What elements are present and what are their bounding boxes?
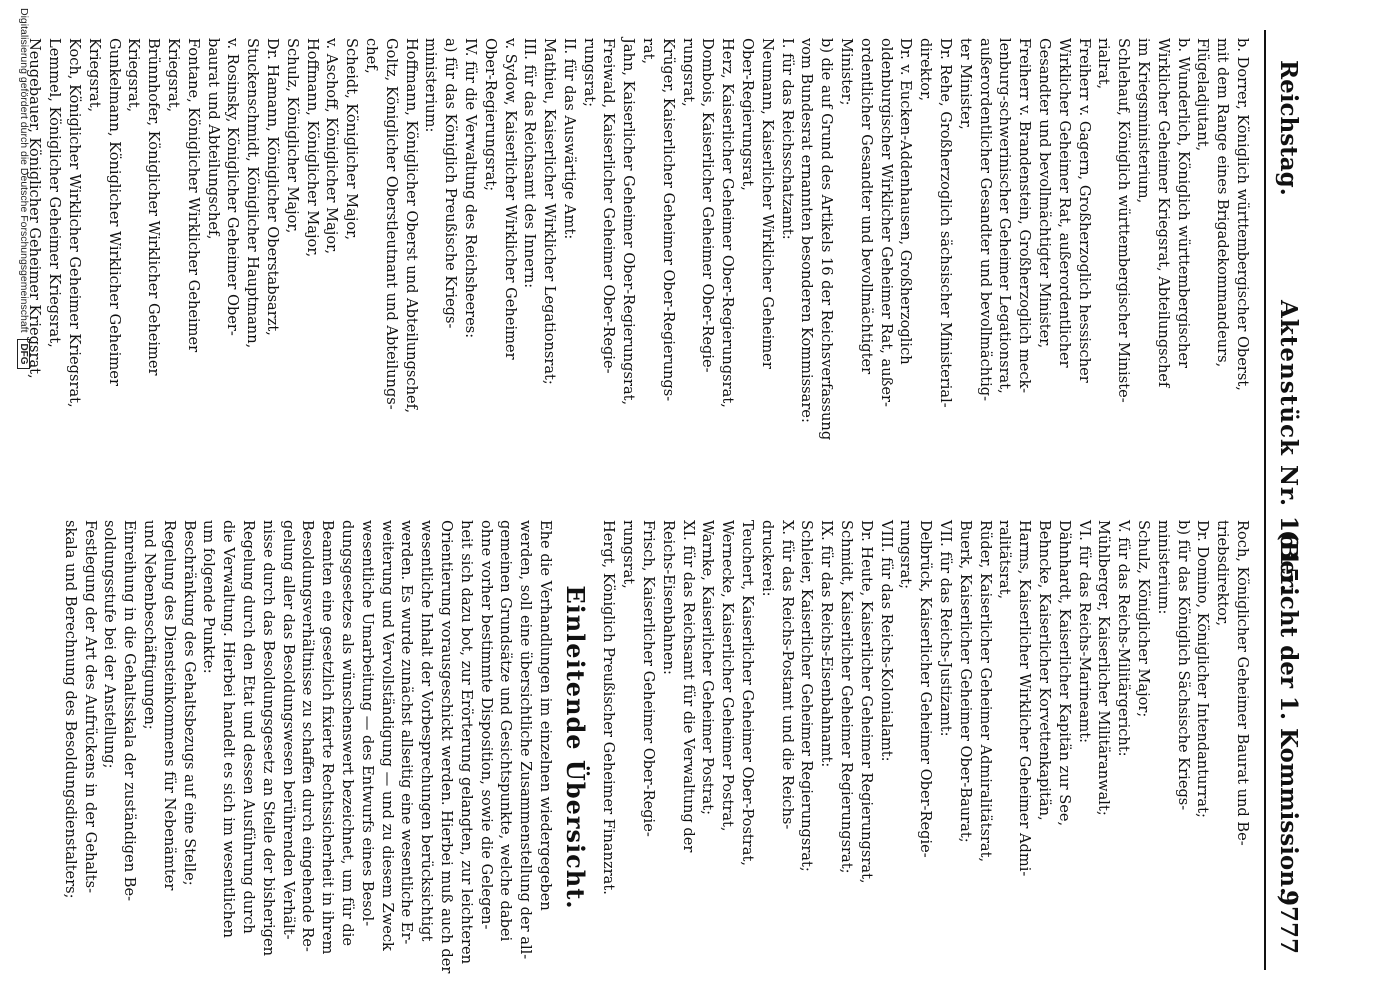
text-line: rungsrat, xyxy=(679,38,697,107)
text-line: Mühlberger, Kaiserlicher Militäranwalt; xyxy=(1095,520,1113,816)
page-number: 9777 xyxy=(1275,889,1302,954)
text-line: Ober-Regierungsrat, xyxy=(739,38,757,191)
text-line: triebsdirektor, xyxy=(1214,520,1232,627)
text-line: wesentliche Inhalt der Vorbesprechungen berücksichtigt xyxy=(418,520,436,942)
text-line: und Nebenbeschäftigungen; xyxy=(140,520,158,730)
text-line: v. Rosinsky, Königlicher Geheimer Ober- xyxy=(224,38,242,336)
text-line: rat, xyxy=(640,38,658,65)
text-line: a) für das Königlich Preußische Kriegs- xyxy=(442,38,460,329)
text-line: werden. Es wurde zunächst allseitig eine wesentliche Er- xyxy=(398,520,416,945)
text-line: Wirklicher Geheimer Kriegsrat, Abteilungschef xyxy=(1154,38,1172,388)
text-line: v. Sydow, Kaiserlicher Wirklicher Geheimer xyxy=(501,38,519,360)
text-line: rialrat, xyxy=(1095,38,1113,90)
text-line: Ober-Regierungsrat; xyxy=(481,38,499,192)
text-line: Behncke, Kaiserlicher Korvettenkapitän, xyxy=(1036,520,1054,821)
header-reichstag: Reichstag. xyxy=(1275,60,1302,196)
text-line: v. Aschoff, Königlicher Major, xyxy=(323,38,341,255)
text-line: Schmidt, Kaiserlicher Geheimer Regierungsrat; xyxy=(838,520,856,874)
text-line: mit dem Range eines Brigadekommandeurs, xyxy=(1214,38,1232,368)
text-line: XI. für das Reichsamt für die Verwaltung der xyxy=(679,520,697,853)
text-line: Dr. Heute, Kaiserlicher Geheimer Regierungsrat, xyxy=(857,520,875,884)
text-line: gelung aller das Besoldungswesen berührenden Verhält- xyxy=(279,520,297,940)
text-line: Einreihung in die Gehaltsskala der zuständigen Be- xyxy=(121,520,139,902)
text-line: Dr. Rehe, Großherzoglich sächsischer Ministerial- xyxy=(937,38,955,408)
text-line: ter Minister, xyxy=(956,38,974,130)
text-line: Schleier, Kaiserlicher Geheimer Regierungsrat; xyxy=(798,520,816,872)
text-line: Beschränkung des Gehaltsbezugs auf eine Stelle; xyxy=(180,520,198,886)
text-line: Flügeladjutant, xyxy=(1194,38,1212,152)
text-line: um folgende Punkte: xyxy=(200,520,218,674)
text-line: b) für das Königlich Sächsische Kriegs- xyxy=(1174,520,1192,811)
intro-paragraph xyxy=(60,520,555,975)
text-line: VII. für das Reichs-Justizamt: xyxy=(937,520,955,737)
text-line: b. Dorrer, Königlich württembergischer Oberst, xyxy=(1234,38,1251,391)
text-line: Buerk, Kaiserlicher Geheimer Ober-Baurat; xyxy=(956,520,974,843)
text-line: Kriegsrat, xyxy=(125,38,143,113)
text-line: Hoffmann, Königlicher Major, xyxy=(303,38,321,258)
text-line: Delbrück, Kaiserlicher Geheimer Ober-Regie- xyxy=(917,520,935,858)
text-line: ministerium: xyxy=(422,38,440,133)
text-line: druckerei: xyxy=(758,520,776,597)
text-line: Ehe die Verhandlungen im einzelnen wiedergegeben xyxy=(536,520,554,911)
text-line: b. Wunderlich, Königlich württembergischer xyxy=(1174,38,1192,368)
text-line: gemeinen Grundsätze und Gesichtspunkte, welche dabei xyxy=(497,520,515,942)
section-heading: Einleitende Übersicht. xyxy=(560,585,590,910)
page-header xyxy=(1264,30,1306,970)
text-line: Neumann, Kaiserlicher Wirklicher Geheimer xyxy=(758,38,776,369)
text-line: Goltz, Königlicher Oberstleutnant und Abteilungs- xyxy=(382,38,400,410)
text-line: Regelung durch den Etat und dessen Ausführung durch xyxy=(239,520,257,934)
text-line: Dr. v. Eucken-Addenhausen, Großherzoglich xyxy=(897,38,915,365)
text-line: soldungsstufe bei der Anstellung; xyxy=(101,520,119,769)
text-line: chef, xyxy=(362,38,380,74)
text-line: Hoffmann, Königlicher Oberst und Abteilungschef, xyxy=(402,38,420,414)
text-line: ministerium: xyxy=(1154,520,1172,615)
text-line: Kriegsrat, xyxy=(85,38,103,113)
left-column xyxy=(25,38,1252,493)
text-line: Dähnhardt, Kaiserlicher Kapitän zur See, xyxy=(1055,520,1073,827)
text-line: Rüder, Kaiserlicher Geheimer Admiralitätsrat, xyxy=(976,520,994,863)
text-line: Dr. Hamann, Königlicher Oberstabsarzt, xyxy=(263,38,281,336)
text-line: Lemmel, Königlicher Geheimer Kriegsrat, xyxy=(46,38,64,348)
text-line: Schlehauf, Königlich württembergischer Ministe- xyxy=(1115,38,1133,403)
text-line: III. für das Reichsamt des Innern: xyxy=(521,38,539,289)
text-line: wesentliche Umarbeitung — des Entwurfs eines Besol- xyxy=(358,520,376,927)
text-line: Stuckenschmidt, Königlicher Hauptmann, xyxy=(244,38,262,349)
text-line: Teuchert, Kaiserlicher Geheimer Ober-Postrat, xyxy=(739,520,757,866)
text-line: die Verwaltung. Hierbei handelt es sich im wesentlichen xyxy=(220,520,238,938)
text-line: rungsrat, xyxy=(620,520,638,589)
text-line: Beamten eine gesetzlich fixierte Rechtssicherheit in ihrem xyxy=(319,520,337,955)
text-line: weiterung und Vervollständigung — und zu diesem Zweck xyxy=(378,520,396,951)
text-line: werden, soll eine übersichtliche Zusammenstellung der all- xyxy=(517,520,535,960)
text-line: Freiherr v. Brandenstein, Großherzoglich meck- xyxy=(1016,38,1034,394)
text-line: Mathieu, Kaiserlicher Wirklicher Legationsrat; xyxy=(541,38,559,385)
text-line: Kriegsrat, xyxy=(164,38,182,113)
text-line: Gunkelmann, Königlicher Wirklicher Geheimer xyxy=(105,38,123,386)
text-line: ordentlicher Gesandter und bevollmächtigter xyxy=(857,38,875,375)
text-line: Dombois, Kaiserlicher Geheimer Ober-Regie- xyxy=(699,38,717,373)
text-line: Freiwald, Kaiserlicher Geheimer Ober-Regie- xyxy=(600,38,618,374)
header-aktenstueck: Aktenstück Nr. 1615. xyxy=(1275,300,1302,594)
dfg-logo: DFG xyxy=(17,339,30,368)
text-line: heit sich dazu bot, zur Erörterung gelangten, zur leichteren xyxy=(457,520,475,964)
text-line: VIII. für das Reichs-Kolonialamt: xyxy=(877,520,895,762)
text-line: ralitätsrat, xyxy=(996,520,1014,600)
text-line: Fontane, Königlicher Wirklicher Geheimer xyxy=(184,38,202,353)
text-line: skala und Berechnung des Besoldungsdienstalters; xyxy=(61,520,79,899)
text-line: Orientierung vorausgeschickt werden. Hierbei muß auch der xyxy=(437,520,455,974)
footer-text: Digitalisierung gefördert durch die Deutsche Forschungsgemeinschaft xyxy=(18,8,30,333)
text-line: Brünnhofer, Königlicher Wirklicher Geheimer xyxy=(145,38,163,376)
text-line: Roch, Königlicher Geheimer Baurat und Be- xyxy=(1234,520,1251,846)
text-line: Warnke, Kaiserlicher Geheimer Postrat; xyxy=(699,520,717,816)
text-line: Dr. Domino, Königlicher Intendanturrat; xyxy=(1194,520,1212,818)
text-line: II. für das Auswärtige Amt: xyxy=(560,38,578,240)
right-column-list xyxy=(599,520,1252,975)
text-line: Regelung des Diensteinkommens für Nebenämter xyxy=(160,520,178,891)
text-line: dungsgesetzes als wünschenswert bezeichnet, um für die xyxy=(338,520,356,947)
text-line: rungsrat; xyxy=(897,520,915,590)
text-line: außerordentlicher Gesandter und bevollmächtig- xyxy=(976,38,994,402)
text-line: Besoldungsverhältnisse zu schaffen durch eingehende Re- xyxy=(299,520,317,952)
text-line: ohne vorher bestimmte Disposition, sowie die Gelegen- xyxy=(477,520,495,930)
text-line: V. für das Reichs-Militärgericht: xyxy=(1115,520,1133,757)
text-line: X. für das Reichs-Postamt und die Reichs- xyxy=(778,520,796,830)
text-line: Reichs-Eisenbahnen: xyxy=(659,520,677,675)
text-line: I. für das Reichsschatzamt: xyxy=(778,38,796,240)
text-line: nisse durch das Besoldungsgesetz an Stelle der bisherigen xyxy=(259,520,277,956)
text-line: oldenburgischer Wirklicher Geheimer Rat, außer- xyxy=(877,38,895,407)
text-line: IV. für die Verwaltung des Reichsheeres: xyxy=(461,38,479,339)
text-line: Gesandter und bevollmächtigter Minister, xyxy=(1036,38,1054,349)
text-line: lenburg-schwerinischer Geheimer Legationsrat, xyxy=(996,38,1014,394)
text-line: baurat und Abteilungschef, xyxy=(204,38,222,240)
text-line: rungsrat; xyxy=(580,38,598,108)
text-line: IX. für das Reichs-Eisenbahnamt: xyxy=(818,520,836,768)
text-line: Neugebauer, Königlicher Geheimer Kriegsrat, xyxy=(26,38,44,379)
text-line: Harms, Kaiserlicher Wirklicher Geheimer Admi- xyxy=(1016,520,1034,877)
text-line: Hergt, Königlich Preußischer Geheimer Finanzrat. xyxy=(600,520,618,895)
text-line: Jahn, Kaiserlicher Geheimer Ober-Regierungsrat, xyxy=(620,38,638,406)
text-line: Minister; xyxy=(838,38,856,106)
text-line: Wernecke, Kaiserlicher Geheimer Postrat, xyxy=(719,520,737,832)
footer-note xyxy=(17,8,30,988)
text-line: Koch, Königlicher Wirklicher Geheimer Kriegsrat, xyxy=(65,38,83,408)
text-line: Festlegung der Art des Aufrückens in der Gehalts- xyxy=(81,520,99,894)
text-line: Scheidt, Königlicher Major, xyxy=(343,38,361,241)
text-line: VI. für das Reichs-Marineamt: xyxy=(1075,520,1093,744)
text-line: b) die auf Grund des Artikels 16 der Reichsverfassung xyxy=(818,38,836,441)
text-line: direktor, xyxy=(917,38,935,102)
text-line: Wirklicher Geheimer Rat, außerordentlicher xyxy=(1055,38,1073,368)
text-line: im Kriegsministerium, xyxy=(1135,38,1153,204)
text-line: Schulz, Königlicher Major, xyxy=(283,38,301,234)
right-column xyxy=(60,520,1252,975)
text-line: Schulz, Königlicher Major; xyxy=(1135,520,1153,718)
header-report-title: (Bericht der 1. Kommission.) xyxy=(1275,530,1302,906)
text-line: Herz, Kaiserlicher Geheimer Ober-Regierungsrat, xyxy=(719,38,737,408)
text-line: vom Bundesrat ernannten besonderen Kommissare: xyxy=(798,38,816,423)
text-line: Freiherr v. Gagern, Großherzoglich hessischer xyxy=(1075,38,1093,383)
text-line: Krüger, Kaiserlicher Geheimer Ober-Regierungs- xyxy=(659,38,677,402)
text-line: Frisch, Kaiserlicher Geheimer Ober-Regie- xyxy=(640,520,658,837)
